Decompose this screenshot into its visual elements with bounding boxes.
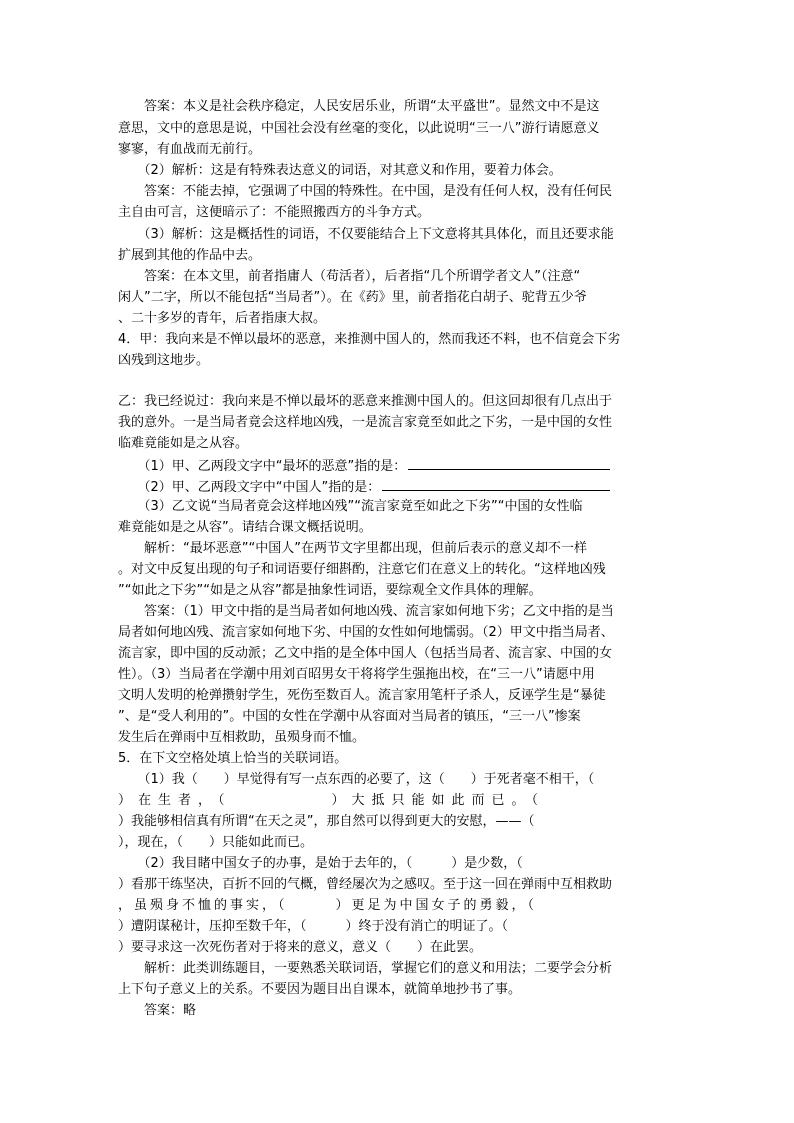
question-5-sub-2-line-4: ）遭阴谋秘计，压抑至数千年，（ ）终于没有消亡的明证了。（ xyxy=(118,919,509,934)
analysis-3-line-2: 扩展到其他的作品中去。 xyxy=(118,248,262,263)
answer-4-line-6: ”、是“受人利用的”。中国的女性在学潮中从容面对当局者的镇压，“三一八”惨案 xyxy=(118,709,581,724)
answer-4-line-7: 发生后在弹雨中互相救助，虽殒身而不恤。 xyxy=(118,730,366,745)
answer-1-line-2: 意思，文中的意思是说，中国社会没有丝毫的变化，以此说明“三一八”游行请愿意义 xyxy=(118,121,600,136)
question-4-sub-2 xyxy=(118,477,670,497)
question-4-sub-1-text: （1）甲、乙两段文字中“最坏的恶意”指的是： xyxy=(118,459,407,474)
question-5-title: 5．在下文空格处填上恰当的关联词语。 xyxy=(118,751,348,766)
question-4-yi-line-2: 我的意外。一是当局者竟会这样地凶残，一是流言家竟至如此之下劣，一是中国的女性 xyxy=(118,415,613,430)
answer-4-line-2: 局者如何地凶残、流言家如何地下劣、中国的女性如何地懦弱。（2）甲文中指当局者、 xyxy=(118,625,614,640)
answer-2-line-2: 主自由可言，这便暗示了：不能照搬西方的斗争方式。 xyxy=(118,205,431,220)
question-5-sub-2-line-1: （2）我目睹中国女子的办事，是始于去年的，（ ）是少数，（ xyxy=(118,856,523,871)
analysis-5-line-1: 解析：此类训练题目，一要熟悉关联词语，掌握它们的意义和用法；二要学会分析 xyxy=(118,961,613,976)
answer-4-line-1: 答案：（1）甲文中指的是当局者如何地凶残、流言家如何地下劣；乙文中指的是当 xyxy=(118,604,614,619)
answer-3-line-3: 、二十多岁的青年，后者指康大叔。 xyxy=(118,311,327,326)
answer-4-line-3: 流言家，即中国的反动派；乙文中指的是全体中国人（包括当局者、流言家、中国的女 xyxy=(118,646,613,661)
answer-4-line-4: 性）。（3）当局者在学潮中用刘百昭男女干将将学生强拖出校，在“三一八”请愿中用 xyxy=(118,667,595,682)
answer-3-line-2: 闲人”二字，所以不能包括“当局者”）。在《药》里，前者指花白胡子、驼背五少爷 xyxy=(118,290,587,305)
question-4-sub-2-text: （2）甲、乙两段文字中“中国人”指的是： xyxy=(118,480,381,495)
answer-3-line-1: 答案：在本文里，前者指庸人（苟活者），后者指“几个所谓学者文人”（注意“ xyxy=(118,269,581,284)
answer-blank-1[interactable] xyxy=(408,456,610,470)
question-5-sub-2-line-3: ，虽殒身不恤的事实，（ ）更足为中国女子的勇毅，（ xyxy=(118,898,538,913)
analysis-3-line-1: （3）解析：这是概括性的词语，不仅要能结合上下文意将其具体化，而且还要求能 xyxy=(118,227,614,242)
question-4-sub-1 xyxy=(118,456,670,476)
analysis-4-line-2: 。对文中反复出现的句子和词语要仔细斟酌，注意它们在意义上的转化。“这样地凶残 xyxy=(118,562,606,577)
analysis-4-line-3: ”“如此之下劣”“如是之从容”都是抽象性词语，要综观全文作具体的理解。 xyxy=(118,583,542,598)
answer-4-line-5: 文明人发明的枪弹攒射学生，死伤至数百人。流言家用笔杆子杀人，反诬学生是“暴徒 xyxy=(118,688,606,703)
answer-2-line-1: 答案：不能去掉，它强调了中国的特殊性。在中国，是没有任何人权，没有任何民 xyxy=(118,184,613,199)
question-4-yi-line-1: 乙：我已经说过：我向来是不惮以最坏的恶意来推测中国人的。但这回却很有几点出于 xyxy=(118,394,613,409)
question-4-jia-line-1: 4．甲：我向来是不惮以最坏的恶意，来推测中国人的，然而我还不料，也不信竟会下劣 xyxy=(118,332,621,347)
question-5-sub-2-line-5: ）要寻求这一次死伤者对于将来的意义，意义（ ）在此罢。 xyxy=(118,940,483,955)
question-5-sub-1-line-1: （1）我（ ）早觉得有写一点东西的必要了，这（ ）于死者毫不相干，（ xyxy=(118,772,595,787)
answer-5: 答案：略 xyxy=(118,1003,197,1018)
question-4-jia-line-2: 凶残到这地步。 xyxy=(118,353,210,368)
question-5-sub-1-line-4: ），现在，（ ）只能如此而已。 xyxy=(118,835,314,850)
question-5-sub-1-line-3: ）我能够相信真有所谓“在天之灵”，那自然可以得到更大的安慰，——（ xyxy=(118,814,535,829)
question-4-sub-3-line-1: （3）乙文说“当局者竟会这样地凶残”“流言家竟至如此之下劣”“中国的女性临 xyxy=(118,499,583,514)
analysis-4-line-1: 解析：“最坏恶意”“中国人”在两节文字里都出现，但前后表示的意义却不一样 xyxy=(118,541,587,556)
analysis-2: （2）解析：这是有特殊表达意义的词语，对其意义和作用，要着力体会。 xyxy=(118,163,562,178)
answer-1-line-3: 寥寥，有血战而无前行。 xyxy=(118,142,262,157)
analysis-5-line-2: 上下句子意义上的关系。不要因为题目出自课本，就简单地抄书了事。 xyxy=(118,982,522,997)
question-4-yi-line-3: 临难竟能如是之从容。 xyxy=(118,436,249,451)
question-4-sub-3-line-2: 难竟能如是之从容”。请结合课文概括说明。 xyxy=(118,520,372,535)
question-5-sub-1-line-2: ）在生者，（ ）大抵只能如此而已。（ xyxy=(118,793,546,808)
question-5-sub-2-line-2: ）看那干练坚决，百折不回的气概，曾经屡次为之感叹。至于这一回在弹雨中互相救助 xyxy=(118,877,613,892)
answer-1-line-1: 答案：本义是社会秩序稳定，人民安居乐业，所谓“太平盛世”。显然文中不是这 xyxy=(118,99,600,114)
answer-blank-2[interactable] xyxy=(382,477,610,491)
